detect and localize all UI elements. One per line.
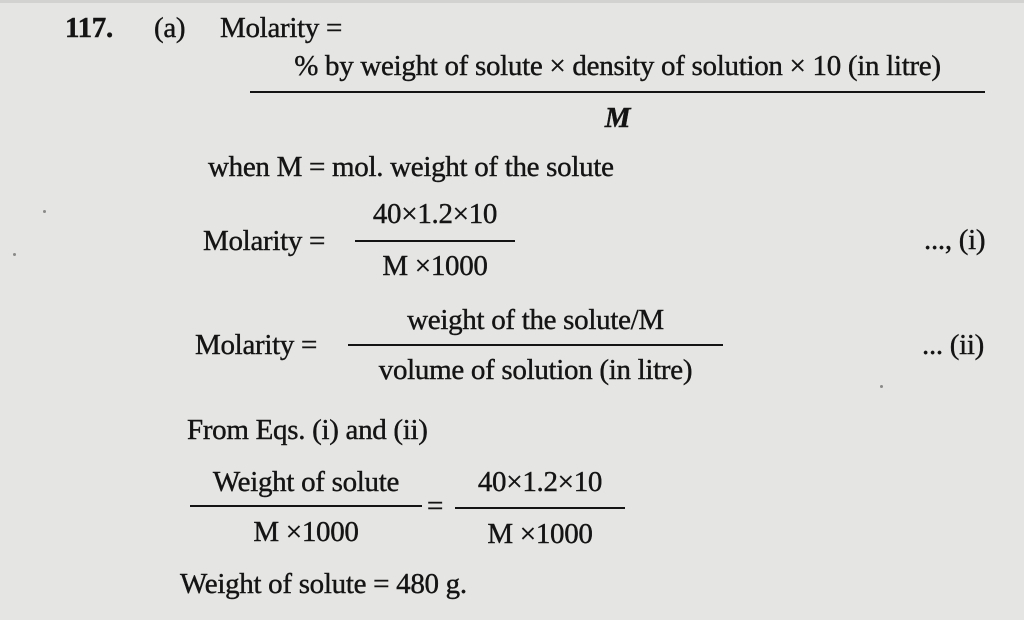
- eq1-fraction-bar: [355, 240, 515, 242]
- eq3-left-numerator: Weight of solute: [212, 466, 400, 498]
- eq3-left-fraction-bar: [190, 505, 422, 507]
- eq1-numerator: 40×1.2×10: [372, 198, 498, 230]
- result-line: Weight of solute = 480 g.: [180, 568, 467, 600]
- eq3-right-fraction-bar: [455, 507, 625, 509]
- scan-speck: [880, 385, 883, 388]
- molarity-label: Molarity =: [220, 12, 343, 44]
- eq2-label: Molarity =: [195, 329, 318, 361]
- eq2-numerator: weight of the solute/M: [407, 304, 664, 336]
- problem-number: 117.: [65, 12, 113, 44]
- definition-line: when M = mol. weight of the solute: [208, 151, 614, 183]
- problem-part: (a): [154, 12, 186, 44]
- eq2-denominator: volume of solution (in litre): [378, 354, 693, 386]
- formula-denominator: M: [604, 102, 631, 134]
- scan-speck: [43, 210, 46, 213]
- page-top-edge: [0, 0, 1024, 3]
- eq1-label: Molarity =: [203, 225, 326, 257]
- eq3-right-denominator: M ×1000: [487, 518, 593, 550]
- formula-numerator: % by weight of solute × density of solution × 10 (in litre): [294, 50, 941, 82]
- eq3-left-denominator: M ×1000: [253, 516, 359, 548]
- eq2-tag: ... (ii): [922, 329, 985, 361]
- eq2-fraction-bar: [348, 344, 723, 346]
- eq3-equals: =: [427, 490, 444, 522]
- eq1-denominator: M ×1000: [382, 250, 488, 282]
- formula-fraction-bar: [250, 91, 985, 93]
- eq1-tag: ..., (i): [924, 224, 986, 256]
- from-line: From Eqs. (i) and (ii): [187, 414, 428, 446]
- scan-speck: [13, 253, 16, 256]
- eq3-right-numerator: 40×1.2×10: [477, 466, 603, 498]
